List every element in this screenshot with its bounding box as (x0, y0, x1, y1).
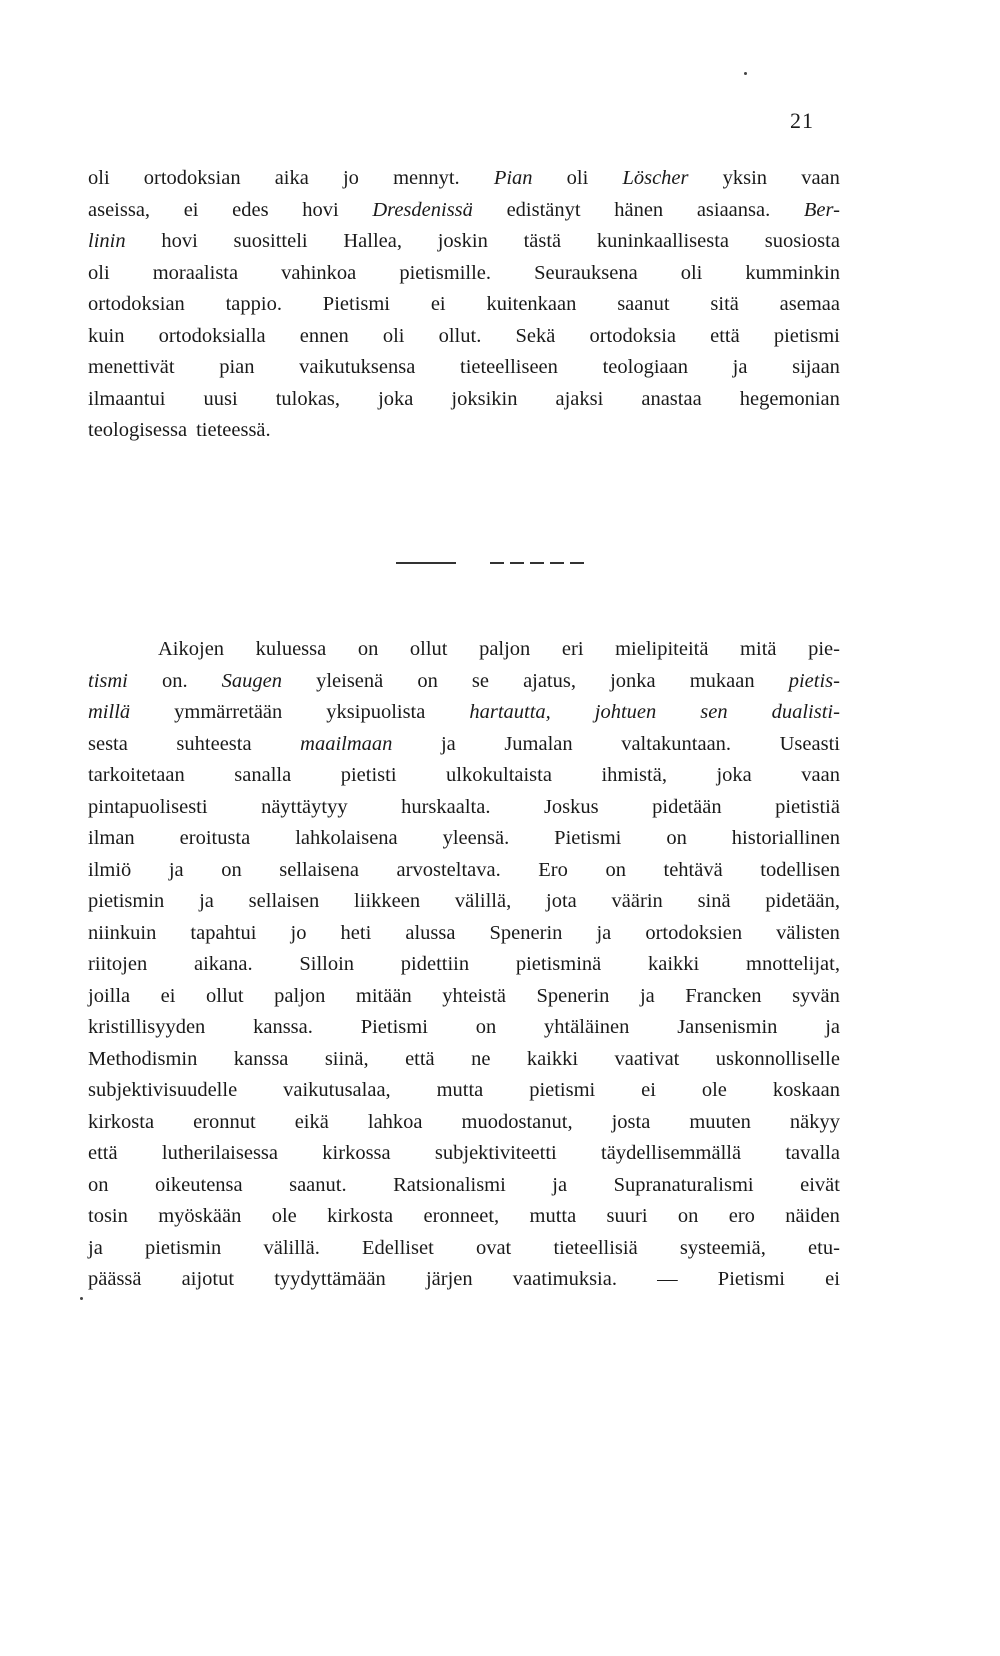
word: ortodoksian (143, 167, 241, 189)
page-number: 21 (790, 108, 814, 133)
text-line (88, 1044, 840, 1076)
word: Edelliset (362, 1236, 434, 1259)
word: eri (561, 638, 584, 660)
word: mutta (529, 1205, 577, 1227)
word: ja (199, 890, 214, 912)
word: on (666, 827, 687, 849)
word: pidettiin (400, 953, 470, 975)
word: kuin (88, 324, 125, 347)
word: Saugen (221, 669, 283, 692)
word: aikana. (193, 953, 253, 975)
text-line (88, 1012, 840, 1044)
word: tieteellisiä (553, 1236, 638, 1259)
text-line (88, 855, 840, 887)
word: sellaisen (248, 890, 320, 912)
word: ja (596, 921, 612, 944)
text-line (88, 666, 840, 698)
word: joka (716, 764, 752, 786)
word: pietisminä (515, 953, 602, 975)
word: pietis- (788, 669, 840, 692)
word: yleensä. (442, 827, 510, 849)
word: että (710, 324, 740, 347)
text-line (88, 1170, 840, 1202)
word: sen (700, 701, 728, 723)
word: heti (340, 921, 372, 944)
word: sijaan (792, 356, 840, 378)
word: Jumalan (504, 732, 573, 755)
word: teologisessa (88, 419, 188, 441)
word: ja (639, 984, 655, 1007)
word: Pian (493, 167, 533, 189)
word: ilman (88, 827, 135, 849)
word: pietismi (529, 1079, 596, 1101)
word: hovi (161, 230, 198, 252)
word: anastaa (641, 387, 702, 410)
word: mutta (436, 1079, 484, 1101)
word: dualisti- (771, 701, 840, 723)
word: että (88, 1142, 118, 1164)
word: tulokas, (275, 387, 341, 410)
word: Jansenismin (677, 1016, 778, 1038)
word: mitään (355, 984, 412, 1007)
word: sesta (88, 732, 128, 755)
word: aijotut (181, 1268, 235, 1290)
word: on (417, 669, 438, 692)
text-line (88, 792, 840, 824)
word: suhteesta (176, 732, 252, 755)
word: yleisenä (316, 669, 384, 692)
separator-dash (396, 562, 456, 564)
word: on. (161, 669, 188, 692)
word: ole (271, 1205, 297, 1227)
word: ortodoksien (645, 921, 743, 944)
word: oli (566, 167, 589, 189)
word: arvosteltava. (396, 858, 501, 881)
word: kuninkaallisesta (596, 230, 730, 252)
word: johtuen (594, 701, 657, 723)
word: täydellisemmällä (601, 1142, 742, 1164)
word: jo (290, 921, 307, 944)
word: suosiosta (764, 230, 840, 252)
word: valtakuntaan. (621, 732, 732, 755)
word: ollut (206, 984, 244, 1007)
word: mennyt. (393, 167, 460, 189)
word: ulkokultaista (446, 764, 552, 786)
word: hurskaalta. (401, 795, 491, 818)
paragraph-2 (88, 634, 840, 1296)
word: vaatimuksia. (512, 1268, 617, 1290)
word: ja (440, 732, 456, 755)
word: oli (88, 167, 110, 189)
word: ja (168, 858, 184, 881)
word: ortodoksian (88, 293, 185, 315)
word: ortodoksia (589, 324, 676, 347)
word: joilla (88, 984, 131, 1007)
word: subjektiviteetti (434, 1142, 557, 1164)
word: ei (183, 198, 199, 221)
word: yhteistä (442, 984, 506, 1007)
word: Silloin (299, 953, 355, 975)
word: kirkossa (322, 1142, 391, 1164)
word: kanssa (233, 1047, 289, 1070)
word: tismi (88, 669, 128, 692)
word: Methodismin (88, 1047, 198, 1070)
word: Useasti (779, 732, 840, 755)
word: siinä, (324, 1047, 369, 1070)
word: oli (680, 261, 703, 284)
word: ilmiö (88, 858, 132, 881)
word: sinä (697, 890, 731, 912)
word: todellisen (760, 858, 840, 881)
text-line (88, 226, 840, 258)
word: ne (471, 1047, 491, 1070)
word: sanalla (234, 764, 292, 786)
word: välisten (776, 921, 840, 944)
word: tieteessä. (196, 419, 271, 441)
word: ei (825, 1268, 840, 1290)
text-line (88, 981, 840, 1013)
word: pidetään (652, 795, 722, 818)
word: tappio. (225, 293, 282, 315)
word: kumminkin (745, 261, 840, 284)
word: vaikutusalaa, (283, 1079, 391, 1101)
word: eroitusta (179, 827, 251, 849)
word: on (475, 1016, 497, 1038)
word: tapahtui (190, 921, 257, 944)
word: etu- (808, 1236, 840, 1259)
word: kanssa. (253, 1016, 313, 1038)
word: edistänyt (506, 198, 581, 221)
word: josta (611, 1110, 651, 1133)
word: ei (160, 984, 176, 1007)
word: on (357, 638, 379, 660)
word: tieteelliseen (460, 356, 558, 378)
word: kuitenkaan (486, 293, 577, 315)
word: kaikki (648, 953, 700, 975)
word: Spenerin (536, 984, 610, 1007)
word: että (405, 1047, 435, 1070)
word: Sekä (515, 324, 556, 347)
word: eronneet, (423, 1205, 500, 1227)
word: ortodoksialla (158, 324, 266, 347)
word: muuten (689, 1110, 751, 1133)
word: Ratsionalismi (393, 1173, 506, 1196)
text-line (88, 823, 840, 855)
word: kirkosta (88, 1110, 155, 1133)
word: se (471, 669, 489, 692)
word: koskaan (772, 1079, 840, 1101)
word: paljon (479, 638, 531, 660)
word: saanut. (289, 1173, 347, 1196)
word: suositteli (233, 230, 308, 252)
text-line (88, 760, 840, 792)
text-line (88, 352, 840, 384)
word: pie- (808, 638, 840, 660)
word: Francken (685, 984, 762, 1007)
word: mnottelijat, (746, 953, 840, 975)
margin-mark (80, 1297, 83, 1300)
word: näiden (785, 1205, 840, 1227)
word: alussa (405, 921, 456, 944)
word: jota (546, 890, 577, 912)
word: pietismi (773, 324, 840, 347)
word: ja (732, 356, 748, 378)
word: suuri (606, 1205, 648, 1227)
word: jo (342, 167, 359, 189)
word: aseissa, (88, 198, 151, 221)
text-line (88, 1201, 840, 1233)
text-line (88, 886, 840, 918)
text-line (88, 1138, 840, 1170)
text-line (88, 163, 840, 195)
word: Pietismi (554, 827, 622, 849)
word: tyydyttämään (274, 1268, 386, 1290)
word: Seurauksena (534, 261, 638, 284)
word: Supranaturalismi (613, 1173, 754, 1196)
word: välillä. (263, 1236, 320, 1259)
text-line (88, 1233, 840, 1265)
word: oikeutensa (154, 1173, 243, 1196)
word: väärin (611, 890, 663, 912)
word: lutherilaisessa (161, 1142, 279, 1164)
text-line (88, 321, 840, 353)
word: pintapuolisesti (88, 795, 208, 818)
word: ole (701, 1079, 727, 1101)
text-line (88, 258, 840, 290)
word: vaativat (614, 1047, 680, 1070)
word: kristillisyyden (88, 1016, 206, 1038)
text-line (88, 384, 840, 416)
word: mielipiteitä (615, 638, 709, 660)
word: välillä, (454, 890, 512, 912)
margin-mark (744, 72, 747, 75)
word: mukaan (689, 669, 755, 692)
word: tehtävä (663, 858, 723, 881)
word: saanut (617, 293, 670, 315)
word: jonka (610, 669, 656, 692)
word: pietismin (88, 890, 165, 912)
word: pietismin (144, 1236, 222, 1259)
word: millä (88, 701, 131, 723)
word: yksin (722, 167, 768, 189)
word: kirkosta (327, 1205, 394, 1227)
word: teologiaan (602, 356, 688, 378)
word: näkyy (789, 1110, 840, 1133)
word: kaikki (526, 1047, 579, 1070)
word: on (88, 1173, 109, 1196)
word: yhtäläinen (544, 1016, 630, 1038)
word: asiaansa. (696, 198, 771, 221)
word: hartautta, (469, 701, 551, 723)
word: järjen (425, 1268, 473, 1290)
word: Pietismi (717, 1268, 786, 1290)
word: ja (552, 1173, 568, 1196)
word: tavalla (785, 1142, 840, 1164)
word: vahinkoa (281, 261, 357, 284)
word: joskin (437, 230, 488, 252)
word: sitä (710, 293, 739, 315)
word: yksipuolista (326, 701, 426, 723)
word: hegemonian (739, 387, 840, 410)
text-line (88, 634, 840, 666)
word: ero (728, 1205, 755, 1227)
text-line (88, 918, 840, 950)
word: tarkoitetaan (88, 764, 185, 786)
word: eikä (294, 1110, 329, 1133)
word: on (605, 858, 626, 881)
text-line (88, 289, 840, 321)
word: Löscher (622, 167, 689, 189)
word: uusi (203, 387, 238, 410)
word: on (221, 858, 242, 881)
word: linin (88, 230, 126, 252)
word: eronnut (193, 1110, 256, 1133)
word: Ero (538, 858, 568, 881)
word: asemaa (779, 293, 840, 315)
section-separator (396, 562, 656, 566)
word: Joskus (543, 795, 599, 818)
word: historiallinen (731, 827, 840, 849)
word: subjektivisuudelle (88, 1079, 238, 1101)
word: ja (88, 1236, 103, 1259)
word: sellaisena (279, 858, 359, 881)
word: ilmaantui (88, 387, 166, 410)
word: ajaksi (555, 387, 604, 410)
word: eivät (800, 1173, 840, 1196)
word: ymmärretään (174, 701, 283, 723)
word: moraalista (152, 261, 239, 284)
word: tosin (88, 1205, 128, 1227)
word: pidetään, (765, 890, 840, 912)
word: ollut (409, 638, 448, 660)
word: lahkolaisena (295, 827, 398, 849)
word: tästä (523, 230, 562, 252)
text-line (88, 1107, 840, 1139)
word: Ber- (803, 198, 840, 221)
word: edes (232, 198, 269, 221)
word: kuluessa (255, 638, 327, 660)
text-line (88, 729, 840, 761)
word: liikkeen (354, 890, 421, 912)
word: systeemiä, (679, 1236, 766, 1259)
word: ollut. (438, 324, 482, 347)
word: on (677, 1205, 699, 1227)
word: Pietismi (360, 1016, 428, 1038)
word: hänen (614, 198, 664, 221)
word: lahkoa (367, 1110, 423, 1133)
word: muodostanut, (461, 1110, 573, 1133)
word: oli (88, 261, 110, 284)
word: Aikojen (158, 638, 225, 660)
paragraph-1 (88, 163, 840, 447)
word: paljon (274, 984, 326, 1007)
word: pietismille. (399, 261, 492, 284)
word: uskonnolliselle (715, 1047, 840, 1070)
word: Hallea, (343, 230, 402, 252)
word: mitä (740, 638, 777, 660)
word: päässä (88, 1268, 142, 1290)
word: menettivät (88, 356, 175, 378)
word: ovat (475, 1236, 512, 1259)
text-line (88, 415, 840, 447)
word: ei (430, 293, 446, 315)
word: ajatus, (523, 669, 577, 692)
text-line (88, 697, 840, 729)
word: näyttäytyy (261, 795, 348, 818)
text-line (88, 949, 840, 981)
word: ja (825, 1016, 840, 1038)
word: vaan (801, 167, 840, 189)
word: riitojen (88, 953, 148, 975)
word: myöskään (158, 1205, 242, 1227)
word: ihmistä, (601, 764, 667, 786)
text-line (88, 1264, 840, 1296)
word: oli (382, 324, 405, 347)
word: Pietismi (322, 293, 391, 315)
word: Spenerin (489, 921, 563, 944)
word: joksikin (451, 387, 518, 410)
word: joka (378, 387, 414, 410)
word: — (657, 1268, 678, 1290)
text-line (88, 195, 840, 227)
word: pietistiä (775, 795, 840, 818)
word: vaikutuksensa (299, 356, 416, 378)
word: niinkuin (88, 921, 157, 944)
word: hovi (302, 198, 339, 221)
word: ei (641, 1079, 656, 1101)
word: pietisti (340, 764, 397, 786)
word: maailmaan (300, 732, 393, 755)
word: ennen (299, 324, 349, 347)
word: aika (274, 167, 309, 189)
word: syvän (792, 984, 840, 1007)
word: Dresdenissä (372, 198, 473, 221)
word: vaan (801, 764, 840, 786)
word: pian (219, 356, 255, 378)
separator-dashes (490, 562, 586, 564)
text-line (88, 1075, 840, 1107)
